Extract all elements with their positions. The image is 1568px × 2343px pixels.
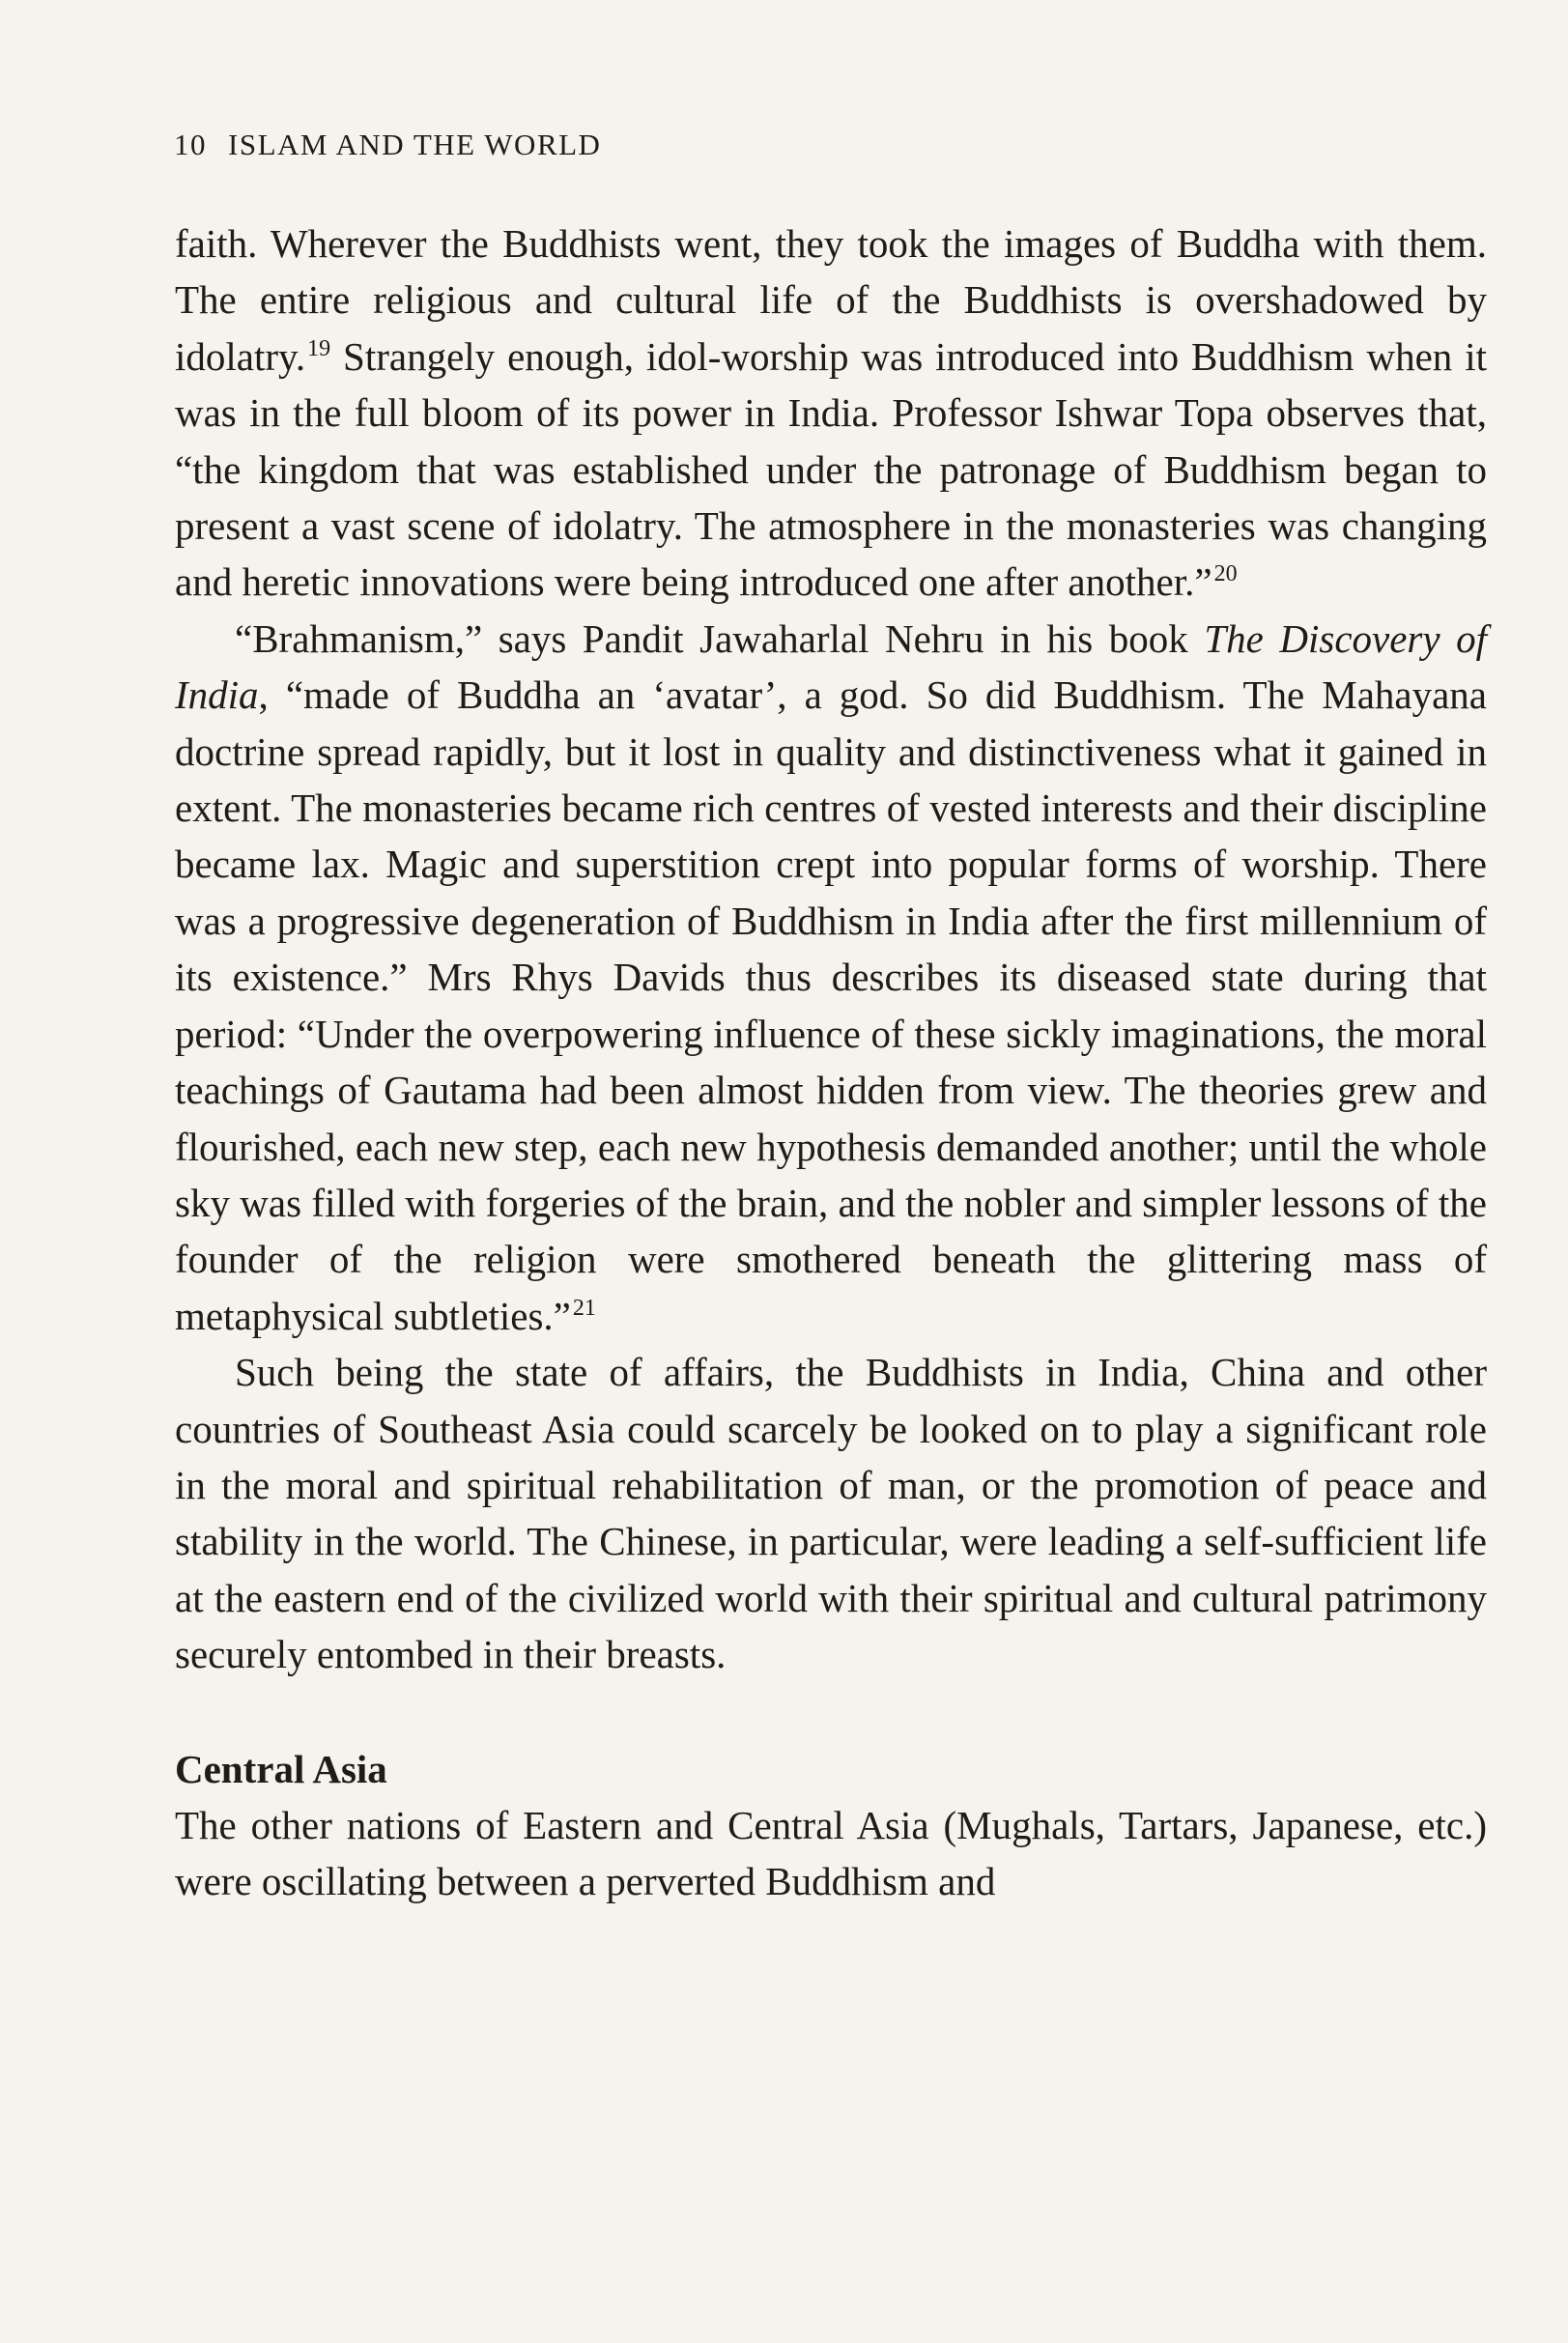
section-paragraph: [175, 1797, 1487, 1910]
paragraph-1: [175, 215, 1487, 611]
section-heading: Central Asia: [175, 1746, 387, 1791]
paragraph-2: [175, 611, 1487, 1344]
paragraph-text: Such being the state of affairs, the Buddhists in India, China and other countries of Southeast Asia could scarcely be looked on to play a significant role in the moral and spiritual rehabilitation of man, or the promotion of peace and stability in the world. The Chinese, in particular, were leading a self-sufficient life at the eastern end of the civilized world with their spiritual and cultural patrimony securely entombed in their breasts.: [175, 1350, 1487, 1677]
running-title: ISLAM AND THE WORLD: [228, 128, 602, 161]
paragraph-text: , “made of Buddha an ‘avatar’, a god. So did Buddhism. The Mahayana doctrine spread rapidly, but it lost in quality and distinctiveness what it gained in extent. The monasteries became rich centres of vested interests and their discipline became lax. Magic and superstition crept into popular forms of worship. There was a progressive degeneration of Buddhism in India after the first millennium of its existence.” Mrs Rhys Davids thus describes its diseased state during that period: “Under the overpowering influence of these sickly imaginations, the moral teachings of Gautama had been almost hidden from view. The theories grew and flourished, each new step, each new hypothesis demanded another; until the whole sky was filled with forgeries of the brain, and the nobler and simpler lessons of the founder of the religion were smothered beneath the glittering mass of metaphysical subtleties.”: [175, 672, 1487, 1338]
paragraph-text: “Brahmanism,” says Pandit Jawaharlal Nehru in his book: [235, 615, 1205, 661]
body-text: [175, 215, 1487, 1909]
book-title: The Discovery of India: [175, 615, 1487, 718]
footnote-ref-19: 19: [307, 335, 331, 361]
paragraph-text: Strangely enough, idol-worship was introduced into Buddhism when it was in the full bloom of its power in India. Professor Ishwar Topa observes that, “the kingdom that was established under the patronage of Buddhism began to present a vast scene of idolatry. The atmosphere in the monasteries was changing and heretic innovations were being introduced one after another.”: [175, 333, 1487, 605]
paragraph-text: faith. Wherever the Buddhists went, they took the images of Buddha with them. The entire religious and cultural life of the Buddhists is overshadowed by idolatry.: [175, 221, 1487, 379]
footnote-ref-20: 20: [1213, 561, 1238, 587]
page-number: 10: [174, 128, 207, 161]
running-head: [174, 128, 601, 162]
paragraph-3: [175, 1344, 1487, 1682]
paragraph-text: The other nations of Eastern and Central Asia (Mughals, Tartars, Japanese, etc.) were oscillating between a perverted Buddhism and: [175, 1802, 1487, 1903]
footnote-ref-21: 21: [572, 1295, 596, 1321]
